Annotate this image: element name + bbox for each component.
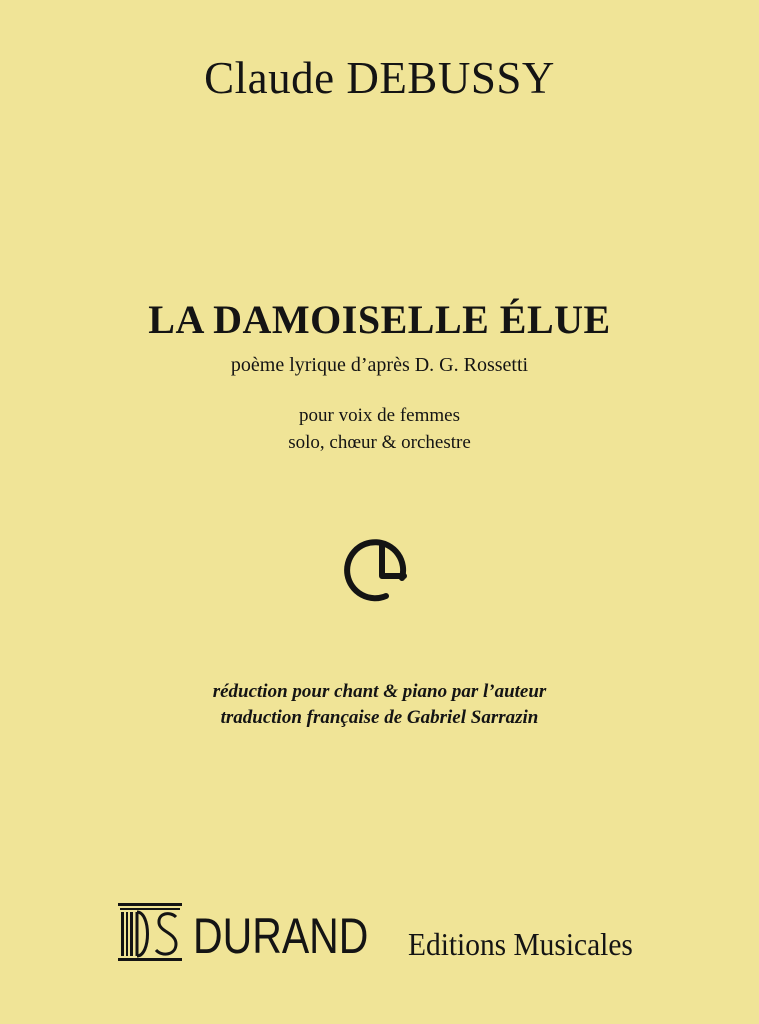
durand-logo-icon <box>118 903 184 963</box>
work-subtitle: poème lyrique d’après D. G. Rossetti <box>230 354 529 376</box>
credit-line-1: réduction pour chant & piano par l’auteur <box>212 681 547 702</box>
scoring-line-2: solo, chœur & orchestre <box>288 432 471 453</box>
publisher-monogram-icon <box>342 532 414 604</box>
publisher-name: DURAND <box>193 908 369 964</box>
credit-line-2: traduction française de Gabriel Sarrazin <box>220 707 539 728</box>
work-title: LA DAMOISELLE ÉLUE <box>148 297 611 342</box>
composer-name: Claude DEBUSSY <box>204 53 555 103</box>
scoring-line-1: pour voix de femmes <box>299 405 460 426</box>
publisher-subtitle: Editions Musicales <box>408 926 633 962</box>
